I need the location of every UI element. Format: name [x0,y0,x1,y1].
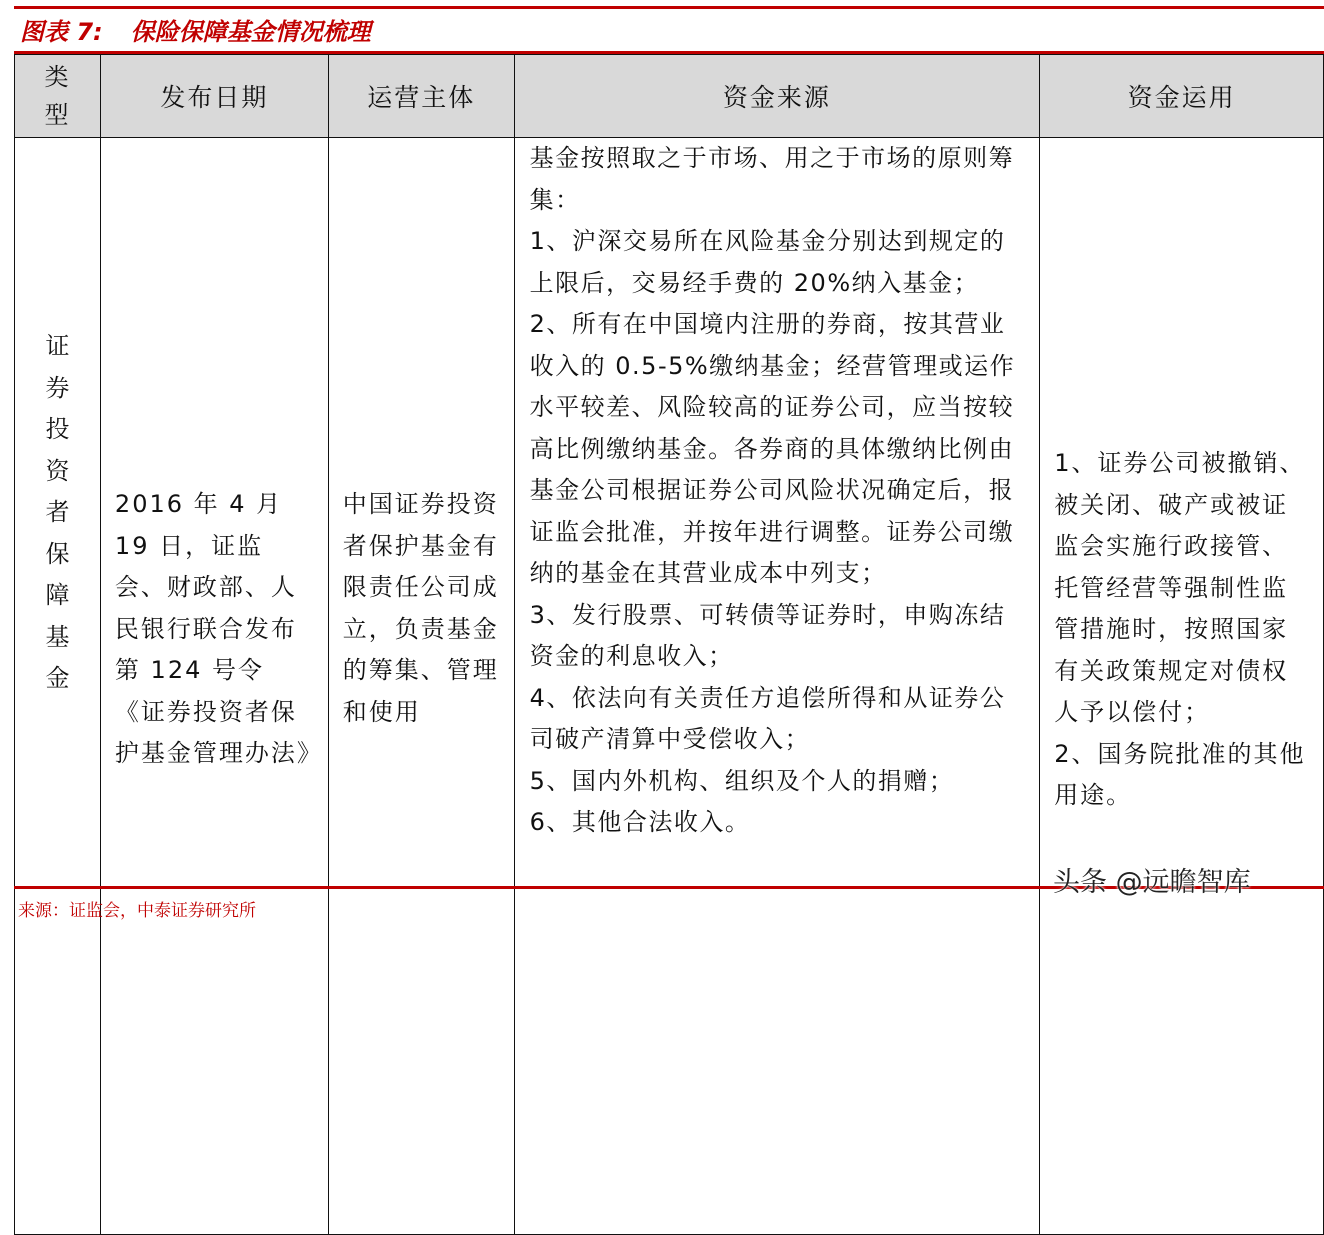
header-use: 资金运用 [1040,55,1324,138]
source-line: 1、沪深交易所在风险基金分别达到规定的上限后，交易经手费的 20%纳入基金； [529,227,1006,297]
header-type [15,55,101,138]
figure-title [20,14,371,50]
top-rule [14,6,1324,9]
source-line: 3、发行股票、可转债等证券时，申购冻结资金的利息收入； [529,600,1006,670]
header-source: 资金来源 [514,55,1040,138]
cell-type-label: 证券投资者保障基金 [45,332,70,692]
cell-source [514,138,1040,1235]
header-row [15,55,1324,138]
cell-type [15,138,101,1235]
header-date: 发布日期 [100,55,328,138]
watermark: 头条 @远瞻智库 [1053,867,1251,898]
cell-date: 2016 年 4 月 19 日，证监会、财政部、人民银行联合发布第 124 号令《证券投资者保护基金管理办法》 [100,138,328,1235]
figure-title-text: 保险保障基金情况梳理 [130,18,371,46]
source-note: 来源：证监会，中泰证券研究所 [18,901,256,921]
use-line: 1、证券公司被撤销、被关闭、破产或被证监会实施行政接管、托管经营等强制性监管措施时，按照国家有关政策规定对债权人予以偿付； [1054,449,1306,726]
figure-label: 图表 7: [20,18,103,46]
source-line: 5、国内外机构、组织及个人的捐赠； [529,766,955,795]
header-type-label: 类型 [44,63,71,129]
fund-table [14,54,1324,1235]
use-line: 2、国务院批准的其他用途。 [1054,739,1306,809]
header-entity: 运营主体 [328,55,514,138]
source-line: 6、其他合法收入。 [529,808,751,836]
source-line: 4、依法向有关责任方追偿所得和从证券公司破产清算中受偿收入； [529,683,1006,753]
source-line: 基金按照取之于市场、用之于市场的原则筹集： [529,144,1015,214]
cell-use [1040,138,1324,1235]
cell-entity: 中国证券投资者保护基金有限责任公司成立，负责基金的筹集、管理和使用 [328,138,514,1235]
source-line: 2、所有在中国境内注册的券商，按其营业收入的 0.5-5%缴纳基金；经营管理或运作水平较差、风险较高的证券公司，应当按较高比例缴纳基金。各券商的具体缴纳比例由基金公司根据证券公司风险状况确定后，报证监会批准，并按年进行调整。证券公司缴纳的基金在其营业成本中列支； [529,310,1016,587]
table-row [15,138,1324,1235]
